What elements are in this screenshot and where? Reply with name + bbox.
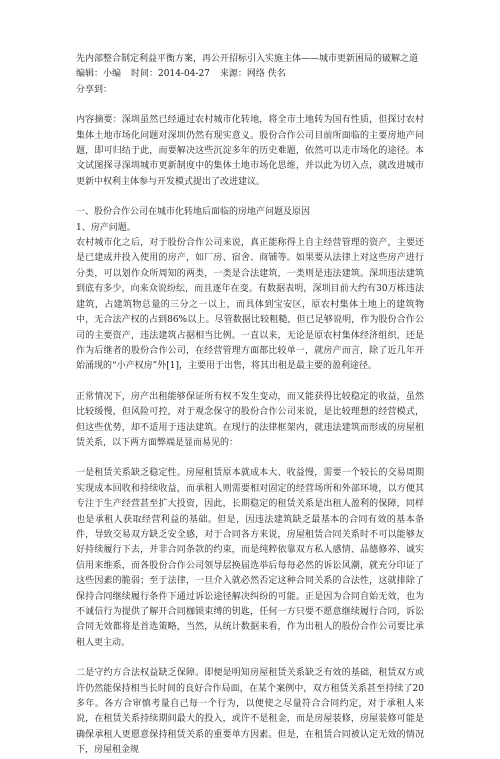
article-meta	[76, 67, 424, 82]
article-title: 先内部整合制定利益平衡方案，再公开招标引入实施主体——城市更新困局的破解之道	[76, 54, 419, 64]
body-paragraph: 农村城市化之后，对于股份合作公司来说，真正能称得上自主经营管理的资产，主要还是已建成并投入使用的房产，如厂房、宿舍、商铺等。如果要从法律上对这些房产进行分类，可以划作众所周知的两类，一类是合法建筑，一类则是违法建筑。深圳违法建筑到底有多少，向来众说纷纭，而且逐年在变。有数据表明，深圳目前大约有30万栋违法建筑，占建筑物总量的三分之一以上，而具体到宝安区，原农村集体土地上的建筑物中，无合法产权的占到86%以上。尽管数据比较粗糙，但已足够说明，作为股份合作公司的主要资产，违法建筑占据相当比例。一直以来，无论是原农村集体经济组织，还是作为后继者的股份合作公司，在经营管理方面都比较单一，就房产而言，除了近几年开始涌现的“小产权房”外[1]，主要用于出售，将其出租是最主要的盈利途径。	[76, 238, 424, 372]
share-label[interactable]: 分享到：	[76, 84, 113, 95]
section-heading: 一、股份合作公司在城市化转地后面临的房地产问题及原因	[76, 207, 311, 218]
editor-label: 编辑：小编	[76, 69, 122, 80]
body-paragraph: 正常情况下，房产出租能够保证所有权不发生变动，而又能获得比较稳定的收益，虽然比较缓慢，但风险可控，对于观念保守的股份合作公司来说，是比较理想的经营模式，但这些优势，却不适用于违法建筑。在现行的法律框架内，就违法建筑而形成的房屋租赁关系，以下两方面弊端是显而易见的：	[76, 391, 424, 448]
body-paragraph: 一是租赁关系缺乏稳定性。房屋租赁原本就成本大、收益慢，需要一个较长的交易周期实现成本回收和持续收益，而承租人则需要相对固定的经营场所和外部环境，以方便其专注于生产经营甚至扩大投资，因此，长期稳定的租赁关系是出租人盈利的保障，同样也是承租人获取经营利益的基础。但是，因违法建筑缺乏最基本的合同有效的基本条件，导致交易双方缺乏安全感，对于合同各方来说，房屋租赁合同关系时不可以能够友好持续履行下去，并非合同条款的约束，而是纯粹依靠双方私人感情、品德修养、诚实信用来维系，而各股份合作公司领导层换届选举后每每必然的诉讼风潮，就充分印证了这些因素的脆弱；至于法律，一旦介入就必然否定这种合同关系的合法性，这就排除了保持合同继续履行条件下通过诉讼途径解决纠纷的可能。正是因为合同自始无效，也为不诚信行为提供了解开合同枷锁束缚的钥匙，任何一方只要不愿意继续履行合同，诉讼合同无效都将是首选策略，当然，从统计数据来看，作为出租人的股份合作公司要比承租人更主动。	[76, 468, 424, 648]
source-label: 来源：网络 佚名	[219, 69, 286, 80]
subsection-heading: 1、房产问题。	[76, 222, 136, 233]
body-paragraph: 二是守约方合法权益缺乏保障。即便是明知房屋租赁关系缺乏有效的基础，租赁双方或许仍然能保持相当长时间的良好合作局面，在某个案例中，双方租赁关系甚至持续了20多年。各方合审慎考量自己每一个行为，以便使之尽量符合合同约定，对于承租人来说，在租赁关系持续期间最大的投入，或许不是租金，而是房屋装修，房屋装修可能是确保承租人更愿意保持租赁关系的重要单方因素。但是，在租赁合同被认定无效的情况下，房屋租金规	[76, 668, 424, 756]
abstract-paragraph: 内容摘要：深圳虽然已经通过农村城市化转地，将全市土地转为国有性质，但探讨农村集体土地市场化问题对深圳仍然有现实意义。股份合作公司目前所面临的主要房地产问题，即可归结于此，而要解决这些沉淀多年的历史难题，依然可以走市场化的途径。本文试图探寻深圳城市更新制度中的集体土地市场化思维，并以此为切入点，就改进城市更新中权利主体参与开发模式提出了改进建议。	[76, 115, 424, 187]
time-label: 时间：2014-04-27	[131, 69, 210, 80]
